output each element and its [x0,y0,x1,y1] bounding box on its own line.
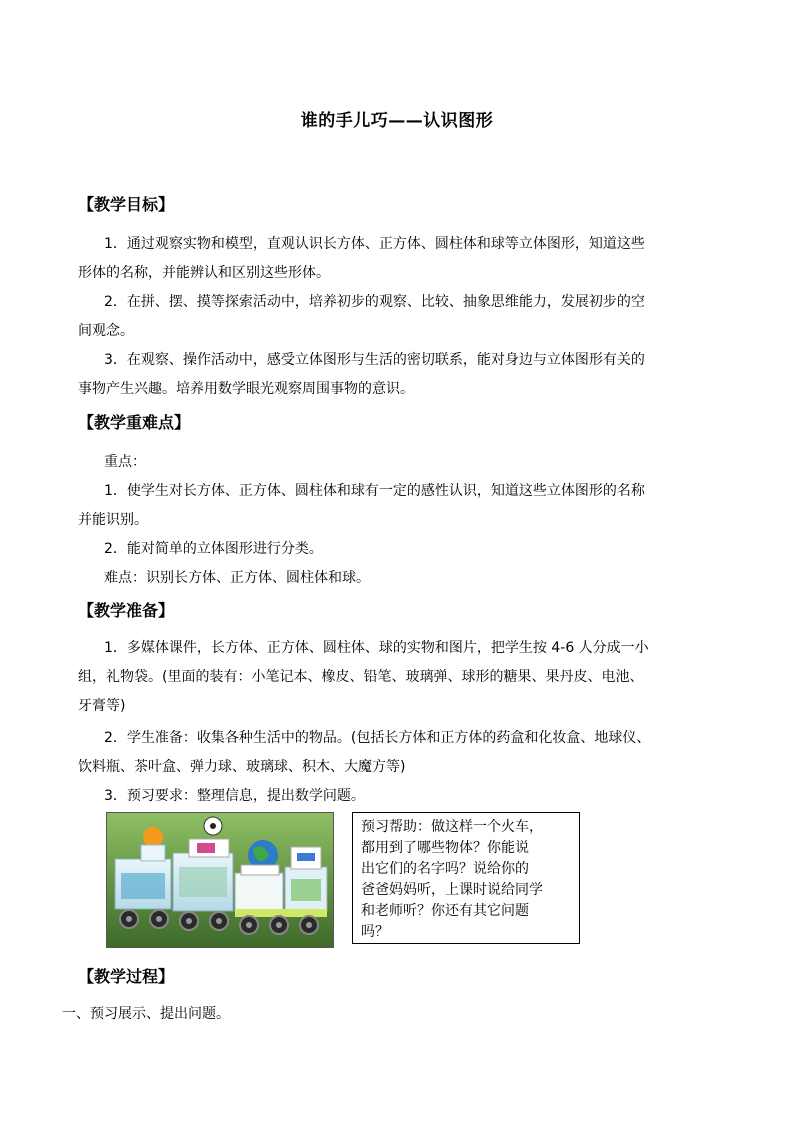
key-points-line-2: 1．使学生对长方体、正方体、圆柱体和球有一定的感性认识，知道这些立体图形的名称 [104,483,645,499]
preparation-line-5: 饮料瓶、茶叶盒、弹力球、玻璃球、积木、大魔方等) [78,759,406,775]
preview-help-line-3: 出它们的名字吗？说给你的 [361,861,529,877]
preview-help-line-6: 吗？ [361,924,389,940]
page-title: 谁的手儿巧——认识图形 [300,111,494,131]
preparation-line-1: 1．多媒体课件，长方体、正方体、圆柱体、球的实物和图片，把学生按 4-6 人分成一小 [104,640,649,656]
goals-line-6: 事物产生兴趣。培养用数学眼光观察周围事物的意识。 [78,381,414,397]
preparation-line-2: 组，礼物袋。(里面的装有：小笔记本、橡皮、铅笔、玻璃弹、球形的糖果、果丹皮、电池、 [78,669,644,685]
goals-line-2: 形体的名称，并能辨认和区别这些形体。 [78,265,330,281]
preview-help-line-1: 预习帮助：做这样一个火车， [361,819,543,835]
preparation-line-6: 3．预习要求：整理信息，提出数学问题。 [104,788,365,804]
train-photo [106,812,334,948]
goals-line-4: 间观念。 [78,323,134,339]
goals-line-5: 3．在观察、操作活动中，感受立体图形与生活的密切联系，能对身边与立体图形有关的 [104,352,645,368]
preparation-line-4: 2．学生准备：收集各种生活中的物品。(包括长方体和正方体的药盒和化妆盒、地球仪、 [104,730,651,746]
section-heading-process: 【教学过程】 [78,967,175,986]
key-points-line-5: 难点：识别长方体、正方体、圆柱体和球。 [104,570,370,586]
preview-help-line-2: 都用到了哪些物体？你能说 [361,840,529,856]
preview-help-line-5: 和老师听？你还有其它问题 [361,903,529,919]
key-points-line-1: 重点： [104,454,146,470]
process-line-1: 一、预习展示、提出问题。 [62,1006,230,1022]
goals-line-1: 1．通过观察实物和模型，直观认识长方体、正方体、圆柱体和球等立体图形，知道这些 [104,236,645,252]
train-illustration [107,813,333,947]
section-heading-goals: 【教学目标】 [78,195,175,214]
preview-help-box [352,812,580,944]
section-heading-preparation: 【教学准备】 [78,601,175,620]
goals-line-3: 2．在拼、摆、摸等探索活动中，培养初步的观察、比较、抽象思维能力，发展初步的空 [104,294,645,310]
key-points-line-4: 2．能对简单的立体图形进行分类。 [104,541,323,557]
preparation-line-3: 牙膏等) [78,698,126,714]
preview-help-line-4: 爸爸妈妈听，上课时说给同学 [361,882,543,898]
section-heading-key-points: 【教学重难点】 [78,413,191,432]
key-points-line-3: 并能识别。 [78,512,148,528]
